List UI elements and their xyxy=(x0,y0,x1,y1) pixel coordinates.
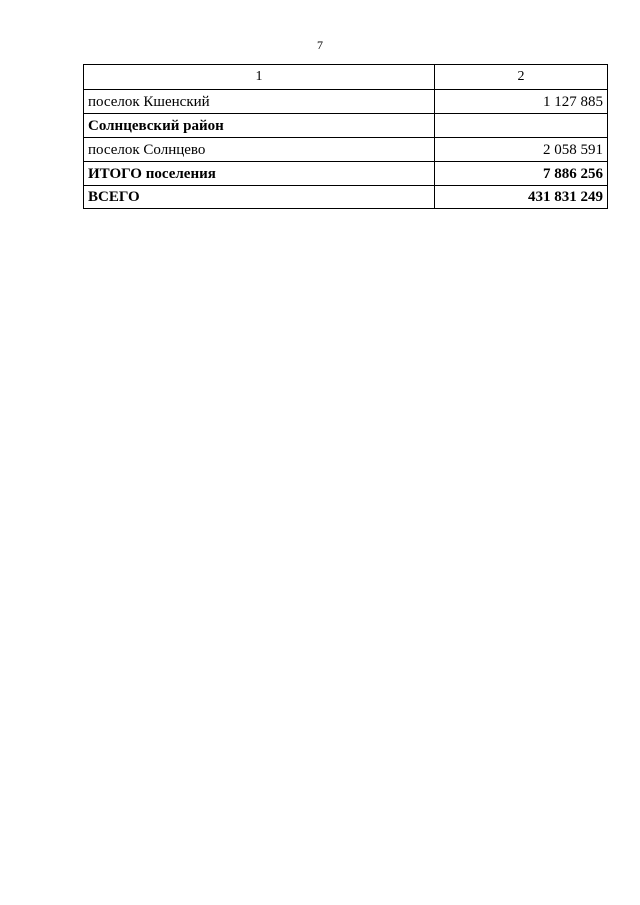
table-row xyxy=(84,90,608,114)
table-header-row xyxy=(84,65,608,90)
row-name: поселок Солнцево xyxy=(84,138,435,162)
row-name: Солнцевский район xyxy=(84,114,435,138)
budget-table xyxy=(83,64,608,209)
row-name: ВСЕГО xyxy=(84,186,435,209)
row-value: 431 831 249 xyxy=(435,186,608,209)
page-number: 7 xyxy=(317,38,323,52)
row-value xyxy=(435,114,608,138)
row-value: 2 058 591 xyxy=(435,138,608,162)
column-header-name: 1 xyxy=(84,65,435,90)
table-row-subtotal xyxy=(84,162,608,186)
row-name: поселок Кшенский xyxy=(84,90,435,114)
table-row-total xyxy=(84,186,608,209)
row-value: 7 886 256 xyxy=(435,162,608,186)
column-header-value: 2 xyxy=(435,65,608,90)
row-name: ИТОГО поселения xyxy=(84,162,435,186)
row-value: 1 127 885 xyxy=(435,90,608,114)
table-row-district xyxy=(84,114,608,138)
table-row xyxy=(84,138,608,162)
